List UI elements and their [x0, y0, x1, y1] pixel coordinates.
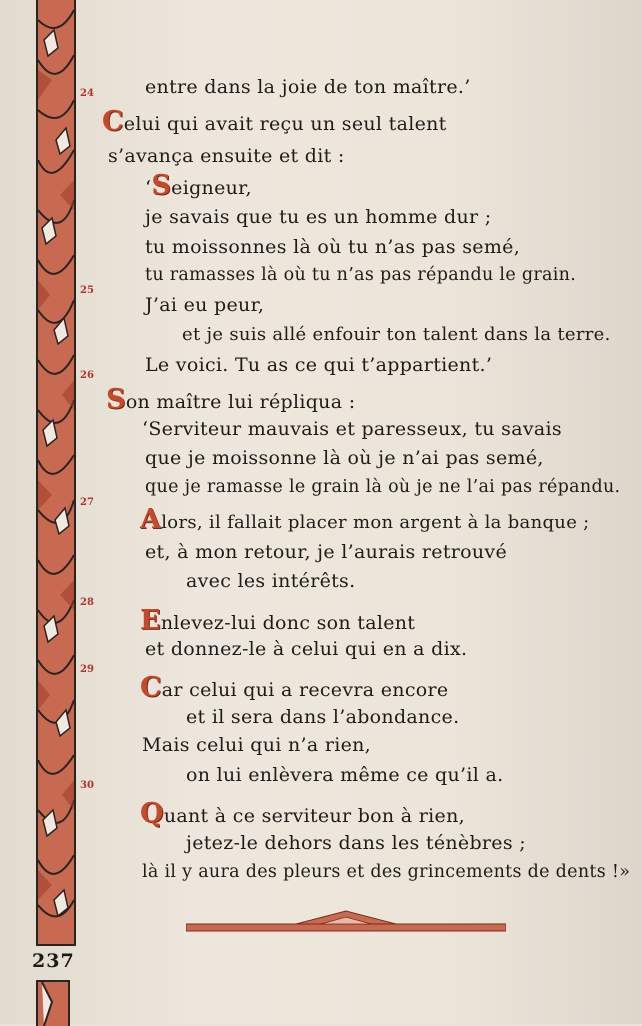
drop-capital: A: [140, 504, 162, 535]
drop-capital: S: [151, 170, 172, 201]
verse-number: 25: [80, 285, 94, 296]
text-line-rest: elui qui avait reçu un seul talent: [123, 113, 447, 135]
text-line: Mais celui qui n’a rien,: [142, 734, 372, 756]
text-line: [102, 106, 447, 137]
text-line: et donnez-le à celui qui en a dix.: [145, 638, 468, 660]
ornament-divider: [186, 908, 506, 934]
text-line: [140, 672, 448, 703]
text-line: et je suis allé enfouir ton talent dans la terre.: [182, 324, 611, 345]
text-line: Le voici. Tu as ce qui t’appartient.’: [145, 354, 493, 376]
text-line-rest: lors, il fallait placer mon argent à la banque ;: [161, 512, 590, 533]
verse-number: 27: [80, 497, 94, 508]
text-line: on lui enlèvera même ce qu’il a.: [186, 764, 504, 786]
opening-quote: ‘: [145, 177, 152, 199]
text-line-rest: on maître lui répliqua :: [125, 391, 356, 413]
text-line: [140, 798, 465, 829]
text-line: [140, 504, 590, 535]
text-line: [145, 170, 252, 201]
text-line: et il sera dans l’abondance.: [186, 706, 460, 728]
drop-capital: E: [140, 605, 161, 636]
text-line: là il y aura des pleurs et des grincements de dents !»: [142, 862, 631, 882]
text-line: je savais que tu es un homme dur ;: [145, 206, 492, 228]
text-line-rest: Serviteur mauvais et paresseux, tu savais: [148, 418, 562, 440]
text-line: jetez-le dehors dans les ténèbres ;: [186, 832, 526, 854]
verse-number: 26: [80, 370, 94, 381]
page-number: 237: [32, 950, 75, 972]
text-line: [142, 418, 562, 440]
drop-capital: Q: [140, 798, 164, 829]
text-line: [140, 605, 415, 636]
text-line: avec les intérêts.: [186, 570, 356, 592]
text-line: s’avança ensuite et dit :: [108, 145, 345, 167]
opening-quote: ‘: [142, 418, 149, 440]
text-line: que je ramasse le grain là où je ne l’ai pas répandu.: [145, 477, 621, 497]
border-pattern-art-bottom: [38, 982, 68, 1026]
drop-capital: C: [140, 672, 162, 703]
verse-number: 28: [80, 597, 94, 608]
verse-number: 29: [80, 664, 94, 675]
drop-capital: C: [102, 106, 124, 137]
text-line-rest: nlevez-lui donc son talent: [160, 612, 416, 634]
decorative-border: [36, 0, 76, 946]
border-pattern-art: [38, 0, 74, 944]
text-line-rest: ar celui qui a recevra encore: [161, 679, 449, 701]
text-line-rest: uant à ce serviteur bon à rien,: [163, 805, 465, 827]
text-line: entre dans la joie de ton maître.’: [145, 76, 471, 98]
text-line: [106, 384, 355, 415]
text-line-rest: eigneur,: [171, 177, 252, 199]
drop-capital: S: [106, 384, 126, 415]
decorative-border-bottom: [36, 980, 70, 1026]
verse-number: 30: [80, 780, 94, 791]
text-line: J’ai eu peur,: [145, 294, 265, 316]
text-line: tu ramasses là où tu n’as pas répandu le grain.: [145, 265, 577, 285]
verse-number: 24: [80, 88, 94, 99]
text-line: tu moissonnes là où tu n’as pas semé,: [145, 236, 521, 258]
text-line: et, à mon retour, je l’aurais retrouvé: [145, 541, 507, 563]
text-line: que je moissonne là où je n’ai pas semé,: [145, 447, 544, 469]
